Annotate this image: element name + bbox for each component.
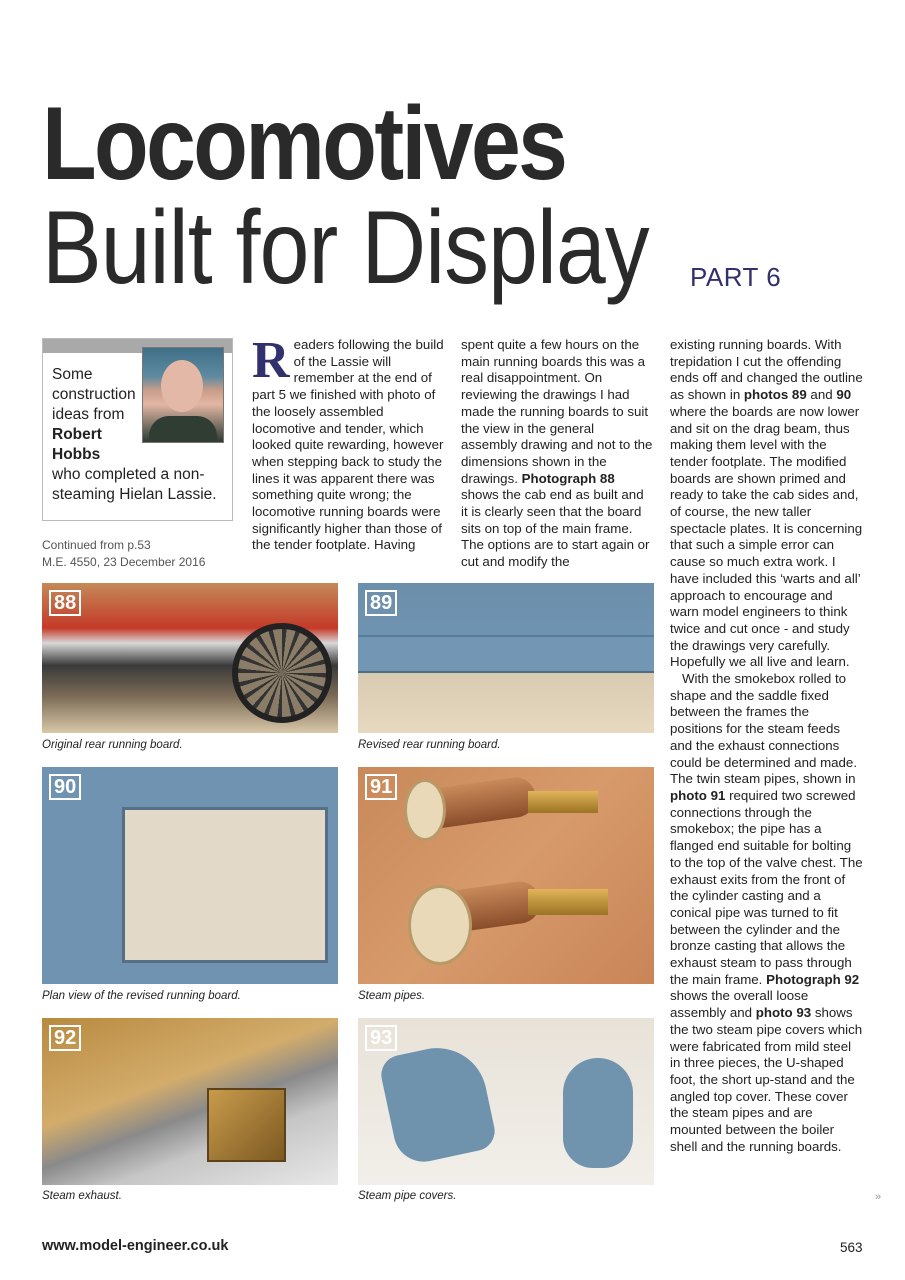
article-column-3 bbox=[670, 337, 863, 1155]
part-label: PART 6 bbox=[690, 262, 782, 292]
photo-caption: Plan view of the revised running board. bbox=[42, 990, 241, 1002]
author-box bbox=[42, 338, 233, 521]
issue-ref: M.E. 4550, 23 December 2016 bbox=[42, 555, 206, 569]
photo-caption: Revised rear running board. bbox=[358, 739, 501, 751]
col1-text: eaders following the build of the Lassie will remember at the end of part 5 we finished with photo of the loosely assembled locomotive and tender, which looked quite rewarding, however when stepping back to study the lines it was apparent there was something quite wrong; the locomotive running boards were significantly higher than those of the tender footplate. Having bbox=[252, 337, 444, 553]
photo-93 bbox=[358, 1018, 654, 1185]
photo-ref-91: photo 91 bbox=[670, 787, 726, 803]
exhaust-block-graphic bbox=[207, 1088, 286, 1162]
cover-graphic bbox=[378, 1039, 499, 1167]
col3-text-e: shows the overall loose assembly and bbox=[670, 988, 809, 1021]
photo-ref-90: 90 bbox=[836, 387, 852, 403]
photo-92 bbox=[42, 1018, 338, 1185]
continued-note bbox=[42, 537, 205, 571]
wheel-graphic bbox=[232, 623, 332, 723]
continued-from: Continued from p.53 bbox=[42, 538, 151, 552]
board-graphic bbox=[122, 807, 328, 963]
photo-89 bbox=[358, 583, 654, 733]
col2-text-b: shows the cab end as built and it is clearly seen that the board sits on top of the main frame. The options are to start again or cut and modify the bbox=[461, 487, 650, 570]
title-line-2: Built for Display bbox=[42, 190, 649, 306]
author-name: Robert Hobbs bbox=[52, 426, 102, 463]
photo-number: 92 bbox=[49, 1025, 81, 1051]
photo-caption: Steam pipes. bbox=[358, 990, 426, 1002]
photo-number: 89 bbox=[365, 590, 397, 616]
photo-91 bbox=[358, 767, 654, 984]
photo-caption: Steam exhaust. bbox=[42, 1190, 122, 1202]
photo-number: 90 bbox=[49, 774, 81, 800]
col3-and: and bbox=[810, 387, 833, 403]
author-outro-text: who completed a non-steaming Hielan Lassie. bbox=[52, 466, 217, 503]
photo-ref-92: Photograph 92 bbox=[766, 971, 860, 987]
photo-ref-88: Photograph 88 bbox=[521, 470, 615, 486]
photo-number: 91 bbox=[365, 774, 397, 800]
photo-90 bbox=[42, 767, 338, 984]
col2-text-a: spent quite a few hours on the main running boards this was a real disappointment. On reviewing the drawings I had made the running boards to suit the view in the general assembly drawing and not to the dimensions shown in the drawings. bbox=[461, 337, 653, 486]
col3-text-b: where the boards are now lower and sit on the drag beam, thus making them level with the tender footplate. The modified boards are shown primed and ready to take the cab sides and, of course, the new taller spectacle plates. It is concerning that such a simple error can cause so much extra work. I have included this ‘warts and all’ approach to encourage and warn model engineers to think twice and cut once - and study the drawings very carefully. Hopefully we all live and learn. bbox=[670, 403, 863, 670]
continue-arrow-icon: » bbox=[875, 1191, 882, 1203]
article-column-2 bbox=[461, 337, 653, 571]
photo-ref-93: photo 93 bbox=[755, 1005, 812, 1021]
col3-text-f: shows the two steam pipe covers which were fabricated from mild steel in three pieces, the U-shaped foot, the short up-stand and the angled top cover. These cover the steam pipes and are mounted between the boiler shell and the running boards. bbox=[670, 1005, 863, 1154]
photo-88 bbox=[42, 583, 338, 733]
drop-cap: R bbox=[252, 332, 290, 389]
cover-graphic bbox=[563, 1058, 633, 1168]
title-line-1: Locomotives bbox=[42, 86, 566, 202]
photo-caption: Steam pipe covers. bbox=[358, 1190, 457, 1202]
photo-number: 88 bbox=[49, 590, 81, 616]
col3-text-a: existing running boards. With trepidation I cut the offending ends off and changed the outline as shown in bbox=[670, 337, 863, 403]
col3-text-c: With the smokebox rolled to shape and the saddle fixed between the frames the positions for the steam feeds and the exhaust connections could be determined and made. The twin steam pipes, shown in bbox=[670, 671, 858, 787]
author-intro-text: Some construction ideas from bbox=[52, 366, 136, 423]
beam-graphic bbox=[358, 635, 654, 673]
photo-number: 93 bbox=[365, 1025, 397, 1051]
photo-ref-89: photos 89 bbox=[743, 387, 807, 403]
page-number: 563 bbox=[840, 1240, 863, 1255]
photo-caption: Original rear running board. bbox=[42, 739, 183, 751]
author-intro bbox=[52, 365, 227, 505]
footer-url[interactable]: www.model-engineer.co.uk bbox=[42, 1238, 229, 1254]
col3-text-d: required two screwed connections through the smokebox; the pipe has a flanged end suitable for bolting to the top of the valve chest. The exhaust exits from the front of the cylinder casting and a conical pipe was turned to fit between the cylinder and the bronze casting that allows the exhaust steam to pass through the main frame. bbox=[670, 787, 863, 987]
article-column-1 bbox=[252, 332, 444, 554]
